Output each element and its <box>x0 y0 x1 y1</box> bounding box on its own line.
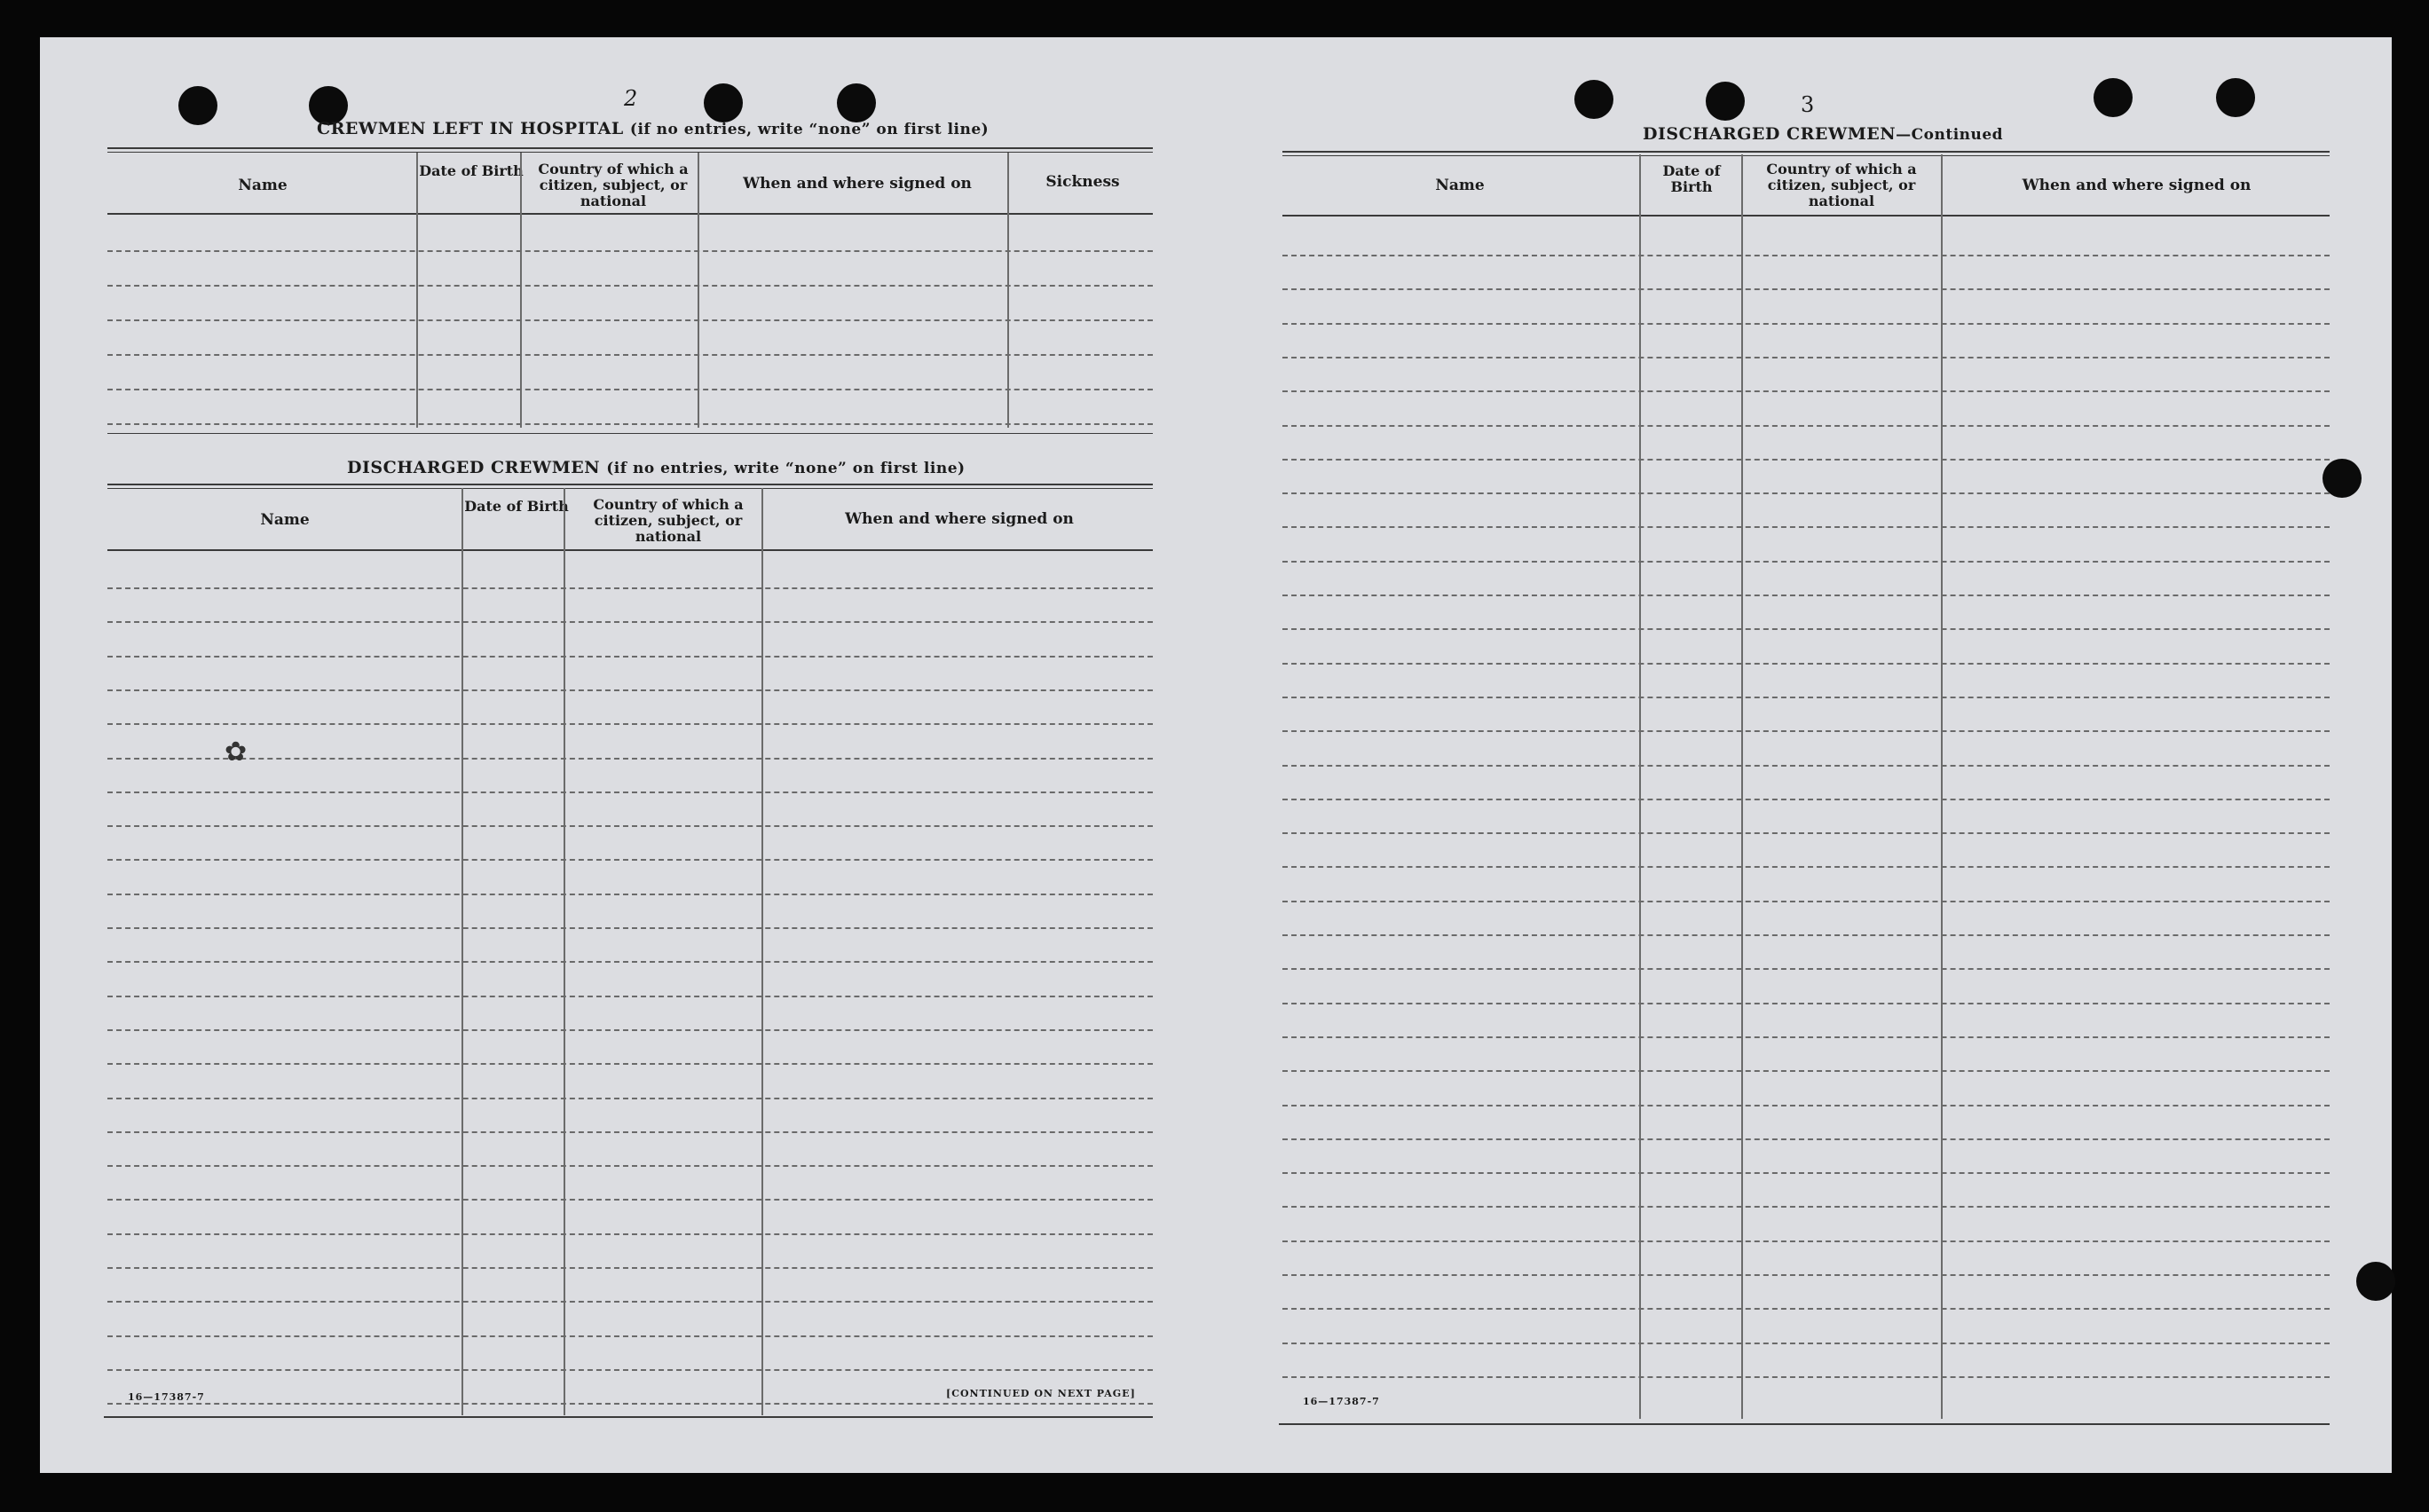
entry-line <box>1282 934 2330 936</box>
entry-line <box>107 621 1153 623</box>
discharged-col-signed-on: When and where signed on <box>845 510 1074 528</box>
hospital-col-divider <box>416 153 418 428</box>
right-col-signed-on: When and where signed on <box>2022 177 2252 194</box>
entry-line <box>107 656 1153 658</box>
ink-mark: ✿ <box>225 736 248 768</box>
entry-line <box>1282 1206 2330 1208</box>
right-bottom-rule <box>1279 1423 2330 1425</box>
entry-line <box>107 1029 1153 1031</box>
discharged-continued-title-text: DISCHARGED CREWMEN <box>1643 124 1897 144</box>
hospital-col-dob: Date of Birth <box>419 162 524 179</box>
discharged-subtitle-text: (if no entries, write “none” on first line) <box>606 460 966 477</box>
entry-line <box>107 1369 1153 1371</box>
entry-line <box>1282 1308 2330 1310</box>
entry-line <box>1282 866 2330 868</box>
entry-line <box>1282 1343 2330 1344</box>
entry-line <box>1282 968 2330 970</box>
right-col-dob: Date of Birth <box>1662 162 1721 195</box>
right-header-rule <box>1282 215 2330 217</box>
entry-line <box>107 961 1153 963</box>
entry-line <box>1282 663 2330 665</box>
punch-hole <box>2356 1262 2395 1301</box>
discharged-section-title <box>347 458 966 477</box>
hospital-section-title <box>317 119 989 138</box>
entry-line <box>1282 459 2330 461</box>
hospital-col-divider <box>1007 153 1009 428</box>
page-number-right: 3 <box>1801 92 1815 117</box>
entry-line <box>1282 561 2330 563</box>
entry-line <box>1282 765 2330 767</box>
hospital-entry-line <box>107 354 1153 356</box>
entry-line <box>1282 1036 2330 1038</box>
entry-line <box>1282 1240 2330 1242</box>
entry-line <box>107 927 1153 929</box>
entry-line <box>107 996 1153 997</box>
punch-hole <box>2216 78 2255 117</box>
entry-line <box>107 825 1153 827</box>
discharged-header-rule <box>107 549 1153 551</box>
hospital-col-divider <box>698 153 699 428</box>
discharged-bottom-rule <box>104 1416 1153 1418</box>
hospital-header-rule <box>107 213 1153 215</box>
entry-line <box>107 1165 1153 1167</box>
entry-line <box>1282 492 2330 494</box>
page-number-left: 2 <box>624 86 638 111</box>
punch-hole <box>1706 82 1745 121</box>
entry-line <box>1282 901 2330 902</box>
punch-hole <box>2094 78 2133 117</box>
entry-line <box>107 894 1153 895</box>
entry-line <box>107 1403 1153 1405</box>
discharged-col-divider <box>564 488 565 1415</box>
entry-line <box>1282 1105 2330 1106</box>
entry-line <box>1282 595 2330 596</box>
right-col-country: Country of which a citizen, subject, or national <box>1766 161 1917 209</box>
discharged-col-country: Country of which a citizen, subject, or national <box>593 496 744 545</box>
entry-line <box>1282 799 2330 800</box>
discharged-col-name: Name <box>260 511 310 529</box>
hospital-top-rule <box>107 147 1153 153</box>
entry-line <box>1282 628 2330 630</box>
entry-line <box>1282 1172 2330 1174</box>
entry-line <box>1282 390 2330 392</box>
scanned-sheet <box>40 37 2392 1473</box>
entry-line <box>1282 1003 2330 1004</box>
hospital-entry-line <box>107 389 1153 390</box>
entry-line <box>1282 1070 2330 1072</box>
entry-line <box>107 1199 1153 1201</box>
entry-line <box>107 1267 1153 1269</box>
entry-line <box>107 1335 1153 1337</box>
discharged-col-divider <box>461 488 463 1415</box>
discharged-col-divider <box>761 488 763 1415</box>
entry-line <box>1282 323 2330 325</box>
form-number-left: 16—17387-7 <box>128 1391 205 1403</box>
right-col-name: Name <box>1435 177 1485 194</box>
entry-line <box>107 689 1153 691</box>
punch-hole <box>837 83 876 122</box>
right-col-divider <box>1741 154 1743 1419</box>
hospital-entry-line <box>107 250 1153 252</box>
entry-line <box>107 1233 1153 1235</box>
punch-hole <box>1574 80 1613 119</box>
punch-hole <box>178 86 217 125</box>
hospital-col-signed-on: When and where signed on <box>743 175 972 193</box>
hospital-entry-line <box>107 423 1153 425</box>
hospital-col-name: Name <box>238 177 288 194</box>
entry-line <box>107 1301 1153 1303</box>
entry-line <box>1282 1376 2330 1378</box>
entry-line <box>1282 255 2330 256</box>
entry-line <box>107 587 1153 589</box>
entry-line <box>1282 697 2330 698</box>
right-col-divider <box>1639 154 1641 1419</box>
entry-line <box>107 1063 1153 1065</box>
entry-line <box>1282 1274 2330 1276</box>
entry-line <box>107 723 1153 725</box>
form-number-right: 16—17387-7 <box>1303 1396 1380 1407</box>
entry-line <box>107 859 1153 861</box>
punch-hole <box>704 83 743 122</box>
entry-line <box>107 791 1153 793</box>
entry-line <box>107 1131 1153 1133</box>
hospital-title-text: CREWMEN LEFT IN HOSPITAL <box>317 119 624 138</box>
hospital-bottom-rule <box>107 433 1153 434</box>
entry-line <box>1282 832 2330 834</box>
entry-line <box>107 1098 1153 1099</box>
entry-line <box>1282 288 2330 290</box>
hospital-col-divider <box>520 153 522 428</box>
right-top-rule <box>1282 151 2330 156</box>
entry-line <box>1282 730 2330 732</box>
entry-line <box>1282 1138 2330 1140</box>
discharged-continued-subtitle: —Continued <box>1896 126 2004 144</box>
hospital-entry-line <box>107 319 1153 321</box>
discharged-continued-title <box>1643 124 2003 144</box>
right-col-divider <box>1941 154 1943 1419</box>
discharged-title-text: DISCHARGED CREWMEN <box>347 458 601 477</box>
discharged-top-rule <box>107 484 1153 489</box>
entry-line <box>1282 526 2330 528</box>
hospital-col-sickness: Sickness <box>1045 173 1120 191</box>
discharged-col-dob: Date of Birth <box>464 498 569 515</box>
hospital-subtitle-text: (if no entries, write “none” on first line) <box>629 121 990 138</box>
hospital-entry-line <box>107 285 1153 287</box>
continued-note: [CONTINUED ON NEXT PAGE] <box>946 1388 1136 1399</box>
hospital-col-country: Country of which a citizen, subject, or national <box>538 161 689 209</box>
entry-line <box>1282 357 2330 358</box>
entry-line <box>1282 425 2330 427</box>
entry-line <box>107 758 1153 760</box>
